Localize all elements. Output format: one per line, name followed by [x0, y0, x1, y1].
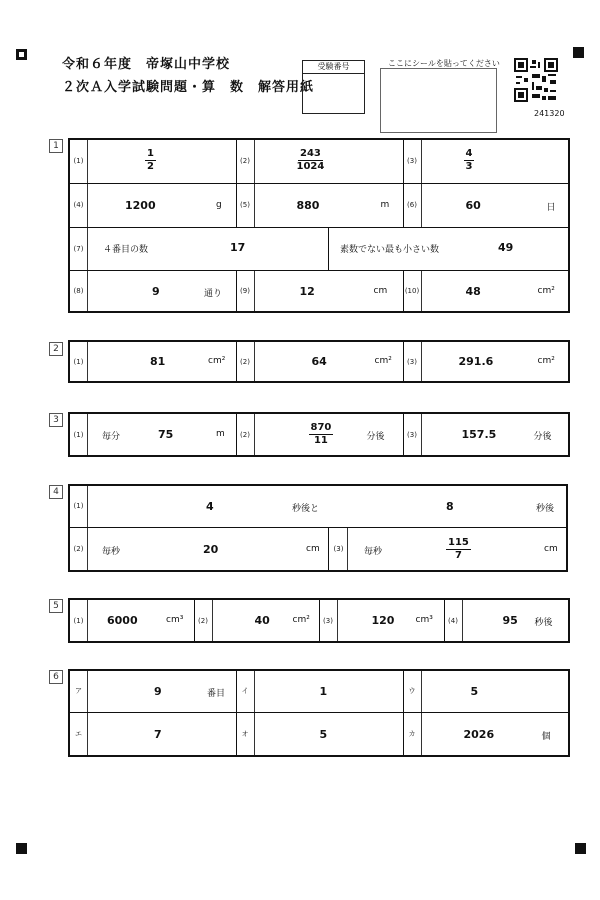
q-1-7-number: (7) [70, 228, 88, 270]
divider-1-7 [328, 228, 329, 270]
q-1-8-number: (8) [70, 271, 88, 312]
unit-3-3: 分後 [533, 432, 552, 442]
unit-5-3: cm³ [415, 615, 433, 625]
q-6-i-label: イ [237, 671, 255, 712]
value-4-1-a: 4 [206, 500, 214, 513]
answer-1-10[interactable] [403, 270, 569, 312]
answer-1-7[interactable] [69, 227, 569, 270]
answer-6-e[interactable] [69, 712, 236, 756]
value-3-1: 75 [158, 428, 174, 441]
answer-1-9[interactable] [236, 270, 403, 312]
numerator-1-1: 1 [147, 148, 154, 159]
registration-mark-top-right [573, 47, 584, 58]
answer-3-1[interactable] [69, 413, 236, 456]
denominator-3-2: 11 [313, 435, 328, 446]
value-6-i: 1 [319, 685, 328, 698]
q-2-2-number: (2) [237, 342, 255, 381]
q-5-3-number: (3) [320, 600, 338, 641]
q-5-4-number: (4) [445, 600, 463, 641]
value-5-1: 6000 [107, 614, 138, 627]
registration-mark-bottom-right [575, 843, 586, 854]
value-1-7-b: 49 [498, 240, 514, 254]
unit-5-2: cm² [292, 615, 310, 625]
q-5-2-number: (2) [195, 600, 213, 641]
unit-3-1: m [216, 429, 225, 439]
q-1-9-number: (9) [237, 271, 255, 312]
answer-6-i[interactable] [236, 670, 403, 712]
denominator-1-1: 2 [147, 161, 154, 172]
answer-1-8[interactable] [69, 270, 236, 312]
qr-code [514, 58, 558, 102]
unit-4-1: 秒後 [536, 504, 555, 514]
value-1-4: 1200 [125, 198, 156, 212]
q-6-o-label: オ [237, 713, 255, 756]
unit-1-9: cm [373, 285, 388, 296]
numerator-4-3: 115 [448, 536, 469, 548]
unit-4-3: cm [544, 543, 558, 554]
section-5-number: 5 [49, 599, 63, 613]
value-1-6: 60 [465, 198, 481, 212]
answer-1-5[interactable] [236, 183, 403, 227]
value-5-3: 120 [371, 614, 395, 627]
numerator-1-3: 4 [465, 148, 473, 159]
q-1-3-number: (3) [404, 140, 422, 183]
q-3-1-number: (1) [70, 414, 88, 455]
section-6-table [68, 669, 570, 757]
value-6-o: 5 [319, 727, 328, 741]
unit-1-5: m [380, 199, 390, 210]
answer-6-o[interactable] [236, 712, 403, 756]
value-4-2: 20 [203, 542, 219, 556]
q-1-6-number: (6) [404, 184, 422, 227]
value-2-3: 291.6 [458, 355, 494, 368]
denominator-4-3: 7 [454, 549, 462, 561]
answer-6-u[interactable] [403, 670, 569, 712]
q-3-2-number: (2) [237, 414, 255, 455]
sheet-code: 241320 [534, 109, 565, 118]
unit-4-2: cm [306, 543, 320, 554]
section-6-number: 6 [49, 670, 63, 684]
label-1-7-a: ４番目の数 [103, 244, 149, 255]
q-6-u-label: ウ [404, 671, 422, 712]
denominator-1-3: 3 [465, 161, 473, 172]
unit-1-10: cm² [537, 285, 555, 296]
section-3-number: 3 [49, 413, 63, 427]
q-4-2-number: (2) [70, 528, 88, 571]
unit-5-4: 秒後 [534, 618, 553, 628]
label-4-3: 毎秒 [364, 546, 383, 557]
unit-2-3: cm² [537, 356, 555, 366]
answer-2-3[interactable] [403, 341, 569, 382]
q-1-5-number: (5) [237, 184, 255, 227]
label-3-1: 毎分 [102, 432, 121, 442]
unit-1-6: 日 [546, 202, 556, 213]
answer-1-1[interactable] [69, 139, 236, 183]
section-2-table [68, 340, 570, 383]
value-4-1-b: 8 [446, 500, 454, 513]
section-4-table [68, 484, 568, 572]
answer-3-2[interactable] [236, 413, 403, 456]
title-line-1: 令和６年度 帝塚山中学校 [62, 57, 231, 72]
registration-mark-bottom-left [16, 843, 27, 854]
q-1-2-number: (2) [237, 140, 255, 183]
answer-2-2[interactable] [236, 341, 403, 382]
value-5-4: 95 [502, 614, 518, 627]
value-2-2: 64 [311, 355, 327, 368]
value-3-3: 157.5 [461, 428, 497, 441]
fraction-1-2 [297, 148, 325, 173]
q-3-3-number: (3) [404, 414, 422, 455]
section-4-number: 4 [49, 485, 63, 499]
section-1-table [68, 138, 570, 313]
answer-6-a[interactable] [69, 670, 236, 712]
value-1-5: 880 [296, 198, 320, 212]
sticker-label: ここにシールを貼ってください [388, 59, 500, 68]
answer-3-3[interactable] [403, 413, 569, 456]
value-6-ka: 2026 [463, 727, 495, 741]
fraction-1-3 [464, 148, 475, 173]
answer-4-1[interactable] [69, 485, 567, 527]
label-4-2: 毎秒 [102, 546, 121, 557]
q-6-ka-label: カ [404, 713, 422, 756]
section-2-number: 2 [49, 342, 63, 356]
section-3-table [68, 412, 570, 457]
value-1-9: 12 [299, 284, 315, 298]
value-1-10: 48 [465, 284, 481, 298]
q-1-10-number: (10) [404, 271, 422, 312]
numerator-1-2: 243 [299, 148, 321, 159]
q-4-3-number: (3) [330, 528, 348, 571]
q-6-a-label: ア [70, 671, 88, 712]
q-5-1-number: (1) [70, 600, 88, 641]
unit-6-ka: 個 [541, 731, 551, 742]
value-5-2: 40 [254, 614, 270, 627]
value-1-7-a: 17 [230, 240, 246, 254]
unit-2-1: cm² [208, 356, 226, 366]
fraction-3-2 [309, 422, 334, 447]
answer-5-1[interactable] [69, 599, 194, 642]
answer-1-3[interactable] [403, 139, 569, 183]
answer-6-ka[interactable] [403, 712, 569, 756]
fraction-1-1 [145, 148, 156, 173]
value-6-e: 7 [154, 727, 162, 741]
answer-4-2-3[interactable] [69, 527, 567, 571]
section-5-table [68, 598, 570, 643]
fraction-4-3 [446, 537, 471, 562]
denominator-1-2: 1024 [296, 161, 325, 172]
q-2-3-number: (3) [404, 342, 422, 381]
unit-6-a: 番目 [207, 689, 226, 699]
unit-5-1: cm³ [166, 615, 184, 625]
exam-number-label: 受験番号 [303, 61, 364, 74]
value-6-a: 9 [154, 685, 162, 698]
sticker-area [380, 68, 497, 133]
answer-5-2[interactable] [194, 599, 319, 642]
q-6-e-label: エ [70, 713, 88, 756]
unit-3-2: 分後 [366, 432, 385, 442]
title-line-2: ２次Ａ入学試験問題・算 数 解答用紙 [62, 80, 315, 95]
unit-1-4: g [216, 199, 222, 210]
answer-2-1[interactable] [69, 341, 236, 382]
q-1-1-number: (1) [70, 140, 88, 183]
divider-4-2 [328, 528, 329, 571]
answer-1-4[interactable] [69, 183, 236, 227]
section-1-number: 1 [49, 139, 63, 153]
answer-5-4[interactable] [444, 599, 569, 642]
label-1-7-b: 素数でない最も小さい数 [340, 244, 440, 255]
answer-1-6[interactable] [403, 183, 569, 227]
q-2-1-number: (1) [70, 342, 88, 381]
q-1-4-number: (4) [70, 184, 88, 227]
q-4-1-number: (1) [70, 486, 88, 527]
value-6-u: 5 [470, 685, 479, 698]
value-1-8: 9 [152, 284, 160, 298]
value-2-1: 81 [150, 355, 166, 368]
unit-2-2: cm² [374, 356, 392, 366]
exam-number-box[interactable] [302, 60, 365, 114]
unit-1-8: 通り [204, 288, 223, 299]
answer-5-3[interactable] [319, 599, 444, 642]
answer-1-2[interactable] [236, 139, 403, 183]
numerator-3-2: 870 [310, 422, 332, 433]
label-4-1-mid: 秒後と [292, 504, 320, 514]
registration-mark-top-left [16, 49, 27, 60]
